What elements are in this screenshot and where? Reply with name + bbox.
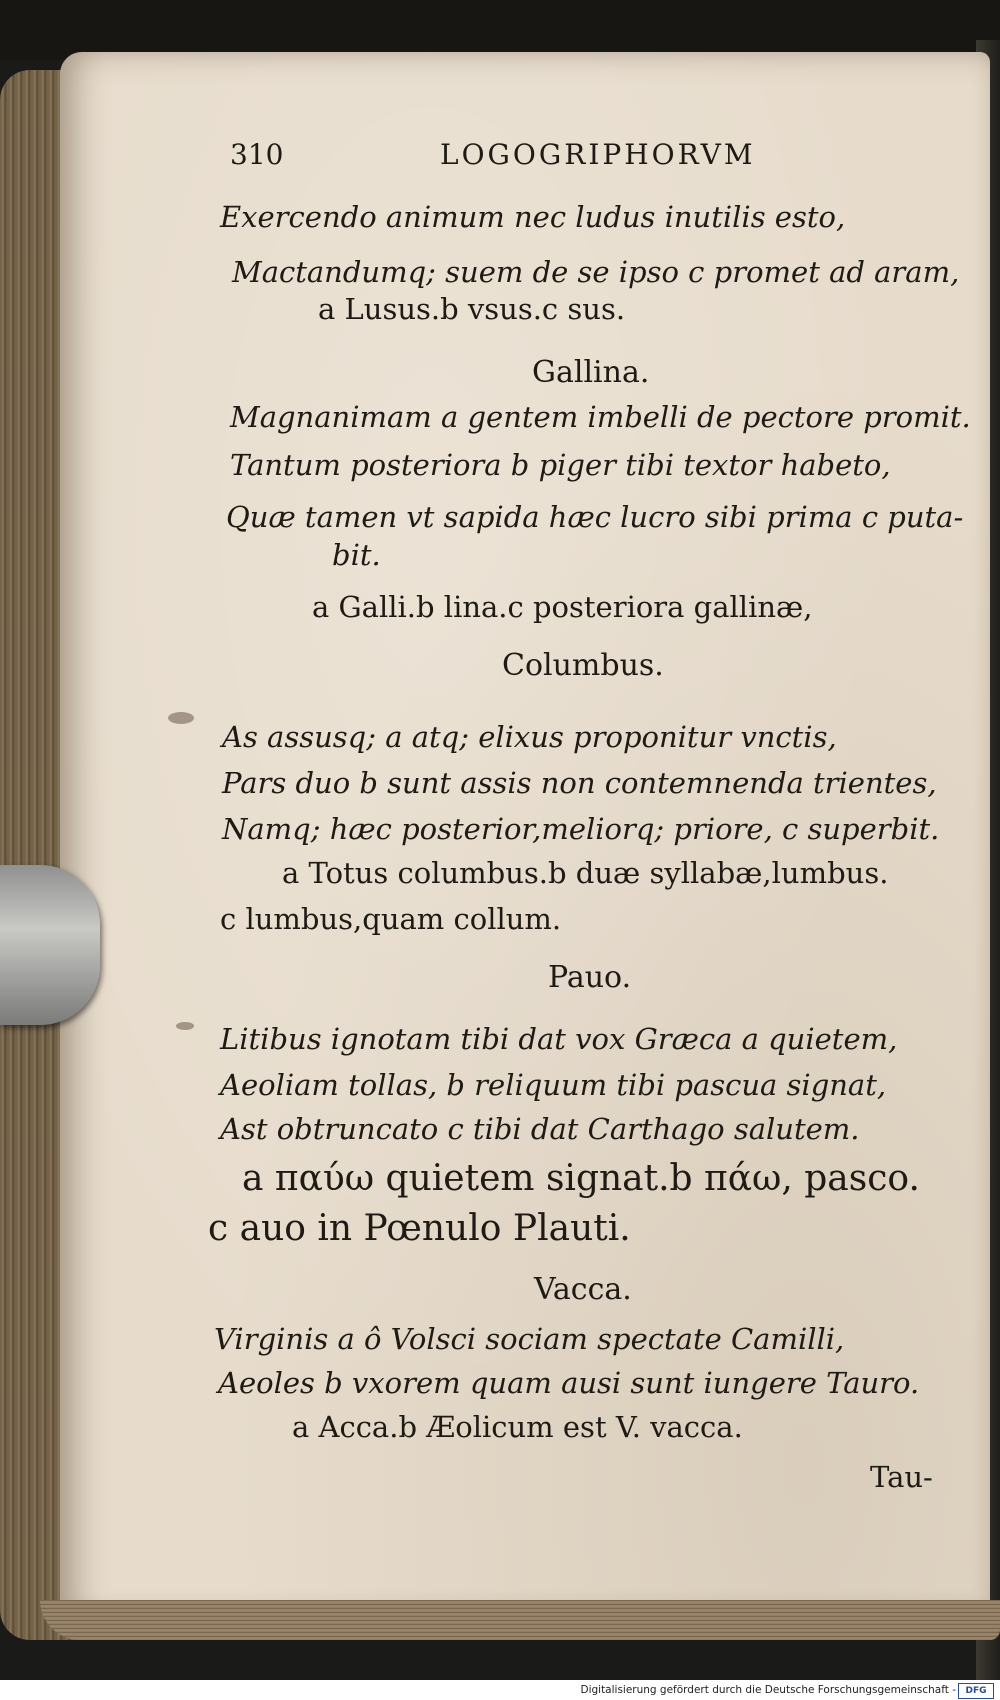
text-line: bit.	[332, 538, 381, 572]
note-line: a παύω quietem signat.b πάω, pasco.	[242, 1158, 920, 1199]
book-clip	[0, 865, 100, 1025]
running-head: LOGOGRIPHORVM	[440, 138, 756, 171]
text-line: Pars duo b sunt assis non contemnenda trientes,	[222, 766, 937, 800]
stain-mark	[168, 712, 194, 724]
note-line: a Acca.b Æolicum est V. vacca.	[292, 1410, 743, 1444]
note-line: a Galli.b lina.c posteriora gallinæ,	[312, 590, 813, 624]
stain-mark	[176, 1022, 194, 1030]
text-line: Aeoles b vxorem quam ausi sunt iungere Tauro.	[218, 1366, 920, 1400]
text-line: As assusq; a atq; elixus proponitur vnctis,	[222, 720, 837, 754]
text-line: Virginis a ô Volsci sociam spectate Camilli,	[214, 1322, 845, 1356]
footer-credit: Digitalisierung gefördert durch die Deutsche Forschungsgemeinschaft -	[580, 1684, 956, 1696]
scan-background-top	[0, 0, 1000, 60]
text-line: Namq; hæc posterior,meliorq; priore, c superbit.	[222, 812, 940, 846]
section-heading: Vacca.	[534, 1272, 632, 1307]
note-line: c auo in Pœnulo Plauti.	[208, 1208, 631, 1249]
book-bottom-edges	[40, 1600, 1000, 1640]
text-line: Mactandumq; suem de se ipso c promet ad aram,	[232, 255, 960, 289]
text-line: Aeoliam tollas, b reliquum tibi pascua signat,	[220, 1068, 887, 1102]
catchword: Tau-	[870, 1460, 933, 1494]
dfg-logo: DFG	[958, 1683, 994, 1699]
text-line: Magnanimam a gentem imbelli de pectore promit.	[230, 400, 971, 434]
note-line: c lumbus,quam collum.	[220, 902, 562, 936]
note-line: a Lusus.b vsus.c sus.	[318, 292, 626, 326]
note-line: a Totus columbus.b duæ syllabæ,lumbus.	[282, 856, 889, 890]
section-heading: Pauo.	[548, 960, 632, 995]
text-line: Exercendo animum nec ludus inutilis esto,	[220, 200, 846, 234]
text-line: Tantum posteriora b piger tibi textor habeto,	[230, 448, 891, 482]
text-line: Litibus ignotam tibi dat vox Græca a quietem,	[220, 1022, 898, 1056]
section-heading: Columbus.	[502, 648, 664, 683]
text-line: Ast obtruncato c tibi dat Carthago salutem.	[220, 1112, 860, 1146]
text-line: Quæ tamen vt sapida hæc lucro sibi prima c puta-	[226, 500, 964, 534]
page-number: 310	[230, 138, 284, 171]
section-heading: Gallina.	[532, 355, 650, 390]
